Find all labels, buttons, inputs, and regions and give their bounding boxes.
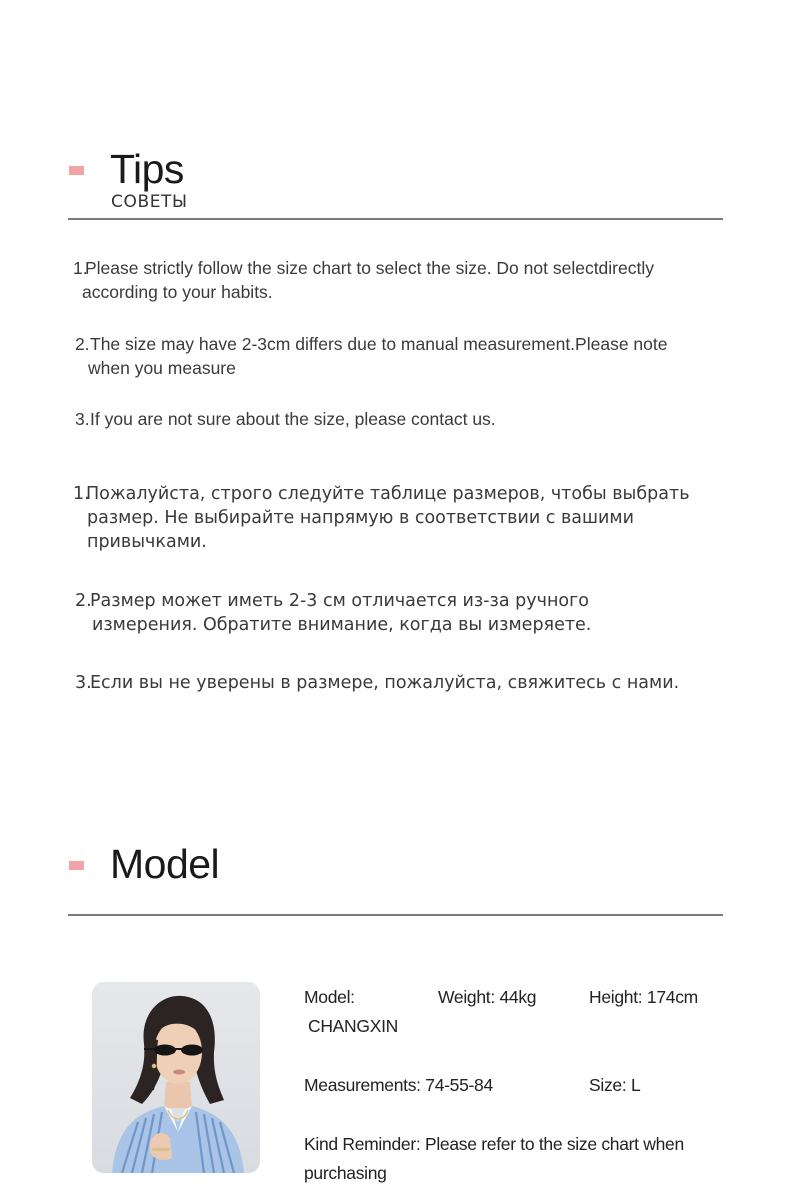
tip-ru-3: [75, 671, 775, 695]
tips-title: Tips: [110, 146, 184, 192]
tips-subtitle: СОВЕТЫ: [111, 192, 188, 212]
model-name-value: CHANGXIN: [308, 1016, 398, 1036]
tip-line: Если вы не уверены в размере, пожалуйста, свяжитесь с нами.: [90, 673, 680, 693]
tip-line: Размер может иметь 2-3 см отличается из-за ручного: [90, 591, 589, 611]
model-divider: [68, 914, 723, 916]
tip-line: размер. Не выбирайте напрямую в соответствии с вашими: [87, 508, 634, 528]
tip-line: измерения. Обратите внимание, когда вы измеряете.: [92, 615, 592, 635]
kind-reminder-line-1: Kind Reminder: Please refer to the size chart when: [304, 1134, 684, 1154]
tip-line: Пожалуйста, строго следуйте таблице размеров, чтобы выбрать: [86, 484, 690, 504]
tip-ru-2: [75, 589, 755, 637]
tip-number: 2.: [75, 591, 92, 611]
tip-number: 1.: [73, 258, 88, 278]
model-weight: Weight: 44kg: [438, 987, 537, 1007]
tip-line: when you measure: [88, 358, 236, 378]
tip-en-1: [73, 256, 733, 304]
model-height: Height: 174cm: [589, 987, 698, 1007]
tip-number: 3.: [75, 673, 92, 693]
tip-line: The size may have 2-3cm differs due to manual measurement.Please note: [90, 334, 668, 354]
tip-number: 2.: [75, 334, 90, 354]
tip-en-3: [75, 407, 735, 431]
model-title: Model: [110, 841, 220, 887]
tip-number: 3.: [75, 409, 90, 429]
model-accent-marker: [69, 861, 84, 870]
model-name-label: Model:: [304, 987, 355, 1007]
model-size: Size: L: [589, 1075, 641, 1095]
tip-en-2: [75, 332, 735, 380]
tip-line: according to your habits.: [82, 282, 273, 302]
tip-number: 1.: [73, 484, 90, 504]
tip-line: Please strictly follow the size chart to select the size. Do not selectdirectly: [85, 258, 654, 278]
tip-ru-1: [73, 482, 753, 554]
model-photo: [92, 982, 260, 1173]
kind-reminder-line-2: purchasing: [304, 1163, 387, 1183]
tips-divider: [68, 218, 723, 220]
model-portrait-illustration: [92, 982, 260, 1173]
model-measurements: Measurements: 74-55-84: [304, 1075, 493, 1095]
tip-line: привычками.: [87, 532, 207, 552]
tip-line: If you are not sure about the size, please contact us.: [90, 409, 496, 429]
tips-accent-marker: [69, 166, 84, 175]
